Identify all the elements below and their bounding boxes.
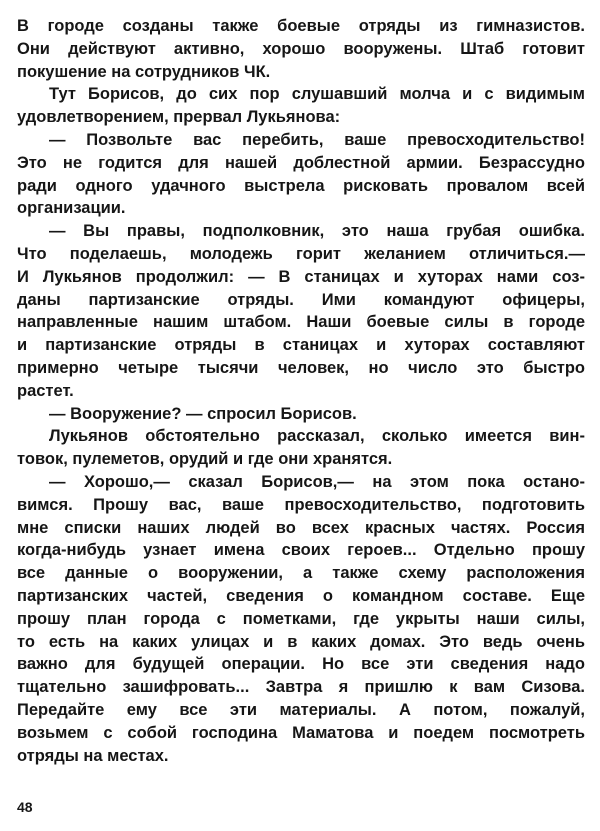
page-number: 48 xyxy=(17,799,33,815)
text-line: когда-нибудь узнает имена своих героев... Отдельно прошу xyxy=(17,541,585,560)
text-line: все данные о вооружении, а также схему расположения xyxy=(17,564,585,583)
text-line: возьмем с собой господина Маматова и поедем посмотреть xyxy=(17,723,585,742)
text-line: — Позвольте вас перебить, ваше превосходительство! xyxy=(49,130,585,149)
text-line: растет. xyxy=(17,381,74,400)
text-line: Лукьянов обстоятельно рассказал, сколько имеется вин- xyxy=(49,427,585,446)
text-line: примерно четыре тысячи человек, но число это быстро xyxy=(17,358,585,377)
text-line: то есть на каких улицах и в каких домах. Это ведь очень xyxy=(17,632,585,651)
text-line: — Вооружение? — спросил Борисов. xyxy=(49,404,357,423)
text-line: товок, пулеметов, орудий и где они хранятся. xyxy=(17,450,393,469)
text-line: отряды на местах. xyxy=(17,746,169,765)
text-line: направленные нашим штабом. Наши боевые силы в городе xyxy=(17,313,585,332)
text-line: и партизанские отряды в станицах и хуторах составляют xyxy=(17,336,585,355)
text-line: тщательно зашифровать... Завтра я пришлю к вам Сизова. xyxy=(17,678,585,697)
text-line: Что поделаешь, молодежь горит желанием отличиться.— xyxy=(17,244,585,263)
text-line: Это не годится для нашей доблестной армии. Безрассудно xyxy=(17,153,585,172)
text-line: ради одного удачного выстрела рисковать провалом всей xyxy=(17,176,585,195)
text-line: партизанских частей, сведения о командном составе. Еще xyxy=(17,586,585,605)
text-line: вимся. Прошу вас, ваше превосходительство, подготовить xyxy=(17,495,585,514)
text-line: Они действуют активно, хорошо вооружены. Штаб готовит xyxy=(17,39,585,58)
text-line: покушение на сотрудников ЧК. xyxy=(17,62,271,81)
text-line: удовлетворением, прервал Лукьянова: xyxy=(17,108,341,127)
text-line: Тут Борисов, до сих пор слушавший молча и с видимым xyxy=(49,85,585,104)
text-line: В городе созданы также боевые отряды из гимназистов. xyxy=(17,17,585,35)
text-line: важно для будущей операции. Но все эти сведения надо xyxy=(17,655,585,674)
text-line: организации. xyxy=(17,199,126,218)
text-line: — Хорошо,— сказал Борисов,— на этом пока остано- xyxy=(49,472,585,491)
text-line: даны партизанские отряды. Ими командуют офицеры, xyxy=(17,290,585,309)
text-line: мне списки наших людей во всех красных частях. Россия xyxy=(17,518,585,537)
text-line: И Лукьянов продолжил: — В станицах и хуторах нами соз- xyxy=(17,267,585,286)
body-text xyxy=(17,15,585,767)
text-line: — Вы правы, подполковник, это наша грубая ошибка. xyxy=(49,222,585,241)
text-line: прошу план города с пометками, где укрыты наши силы, xyxy=(17,609,585,628)
text-line: Передайте ему все эти материалы. А потом, пожалуй, xyxy=(17,700,585,719)
